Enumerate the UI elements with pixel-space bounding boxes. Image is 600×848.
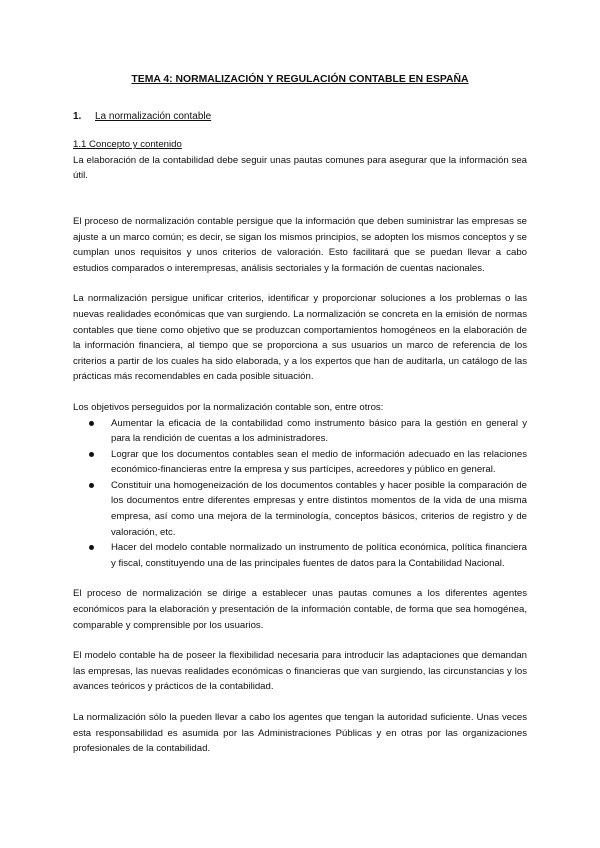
list-item-text: Aumentar la eficacia de la contabilidad como instrumento básico para la gestión en general y para la rendición de cuentas a los administradores. [111,417,527,445]
list-item [73,447,527,478]
list-item-text: Lograr que los documentos contables sean el medio de información adecuado en las relaciones económico-financieras entre la empresa y sus partícipes, acreedores y público en general. [111,448,527,476]
section-title: La normalización contable [95,110,212,122]
objectives-list [73,416,527,572]
paragraph: La normalización persigue unificar criterios, identificar y proporcionar soluciones a los problemas o las nuevas realidades económicas que van surgiendo. La normalización se concreta en la emisión de normas contables que tiene como objetivo que se produzcan comportamientos homogéneos en la elaboración de la información financiera, al tiempo que se proporciona a sus usuarios un marco de referencia de los criterios a partir de los cuales ha sido elaborada, y a los expertos que han de auditarla, un catálogo de las prácticas más recomendables en cada posible situación. [73,293,527,383]
list-item [73,478,527,540]
section-heading [73,109,527,125]
paragraph: La normalización sólo la pueden llevar a cabo los agentes que tengan la autoridad suficiente. Unas veces esta responsabilidad es asumida por las Administraciones Públicas y en otras por las organizaciones profesionales de la contabilidad. [73,712,527,755]
bullet-icon [73,447,111,478]
bullet-icon [73,540,111,571]
list-item-text: Constituir una homogeneización de los documentos contables y hacer posible la comparación de los documentos entre diferentes empresas y entre distintos momentos de la vida de una misma empresa, así como una mejora de la terminología, conceptos básicos, criterios de registro y de valoración, etc. [111,479,527,538]
bullet-icon [73,416,111,447]
list-item-text: Hacer del modelo contable normalizado un instrumento de política económica, política financiera y fiscal, constituyendo una de las principales fuentes de datos para la Contabilidad Nacional. [111,542,527,569]
paragraph: El modelo contable ha de poseer la flexibilidad necesaria para introducir las adaptaciones que demandan las empresas, las nuevas realidades económicas o financieras que van surgiendo, las circunstancias y los avances teóricos y prácticos de la contabilidad. [73,650,527,693]
paragraph: El proceso de normalización contable persigue que la información que deben suministrar las empresas se ajuste a un marco común; es decir, se sigan los mismos principios, se adopten los mismos conceptos y se cumplan unos requisitos y unos criterios de valoración. Esto facilitará que se puedan llevar a cabo estudios comparados o interempresas, análisis sectoriales y la formación de cuentas nacionales. [73,215,527,274]
subsection-heading: 1.1 Concepto y contenido [73,139,182,151]
section-number: 1. [73,110,82,122]
list-item [73,416,527,447]
bullet-icon [73,478,111,540]
paragraph: El proceso de normalización se dirige a establecer unas pautas comunes a los diferentes agentes económicos para la elaboración y presentación de la información contable, de forma que sea homogénea, comparable y comprensible por los usuarios. [73,588,527,631]
document-title: TEMA 4: NORMALIZACIÓN Y REGULACIÓN CONTABLE EN ESPAÑA [131,74,469,85]
list-item [73,540,527,571]
paragraph: La elaboración de la contabilidad debe seguir unas pautas comunes para asegurar que la información sea útil. [73,154,527,182]
paragraph: Los objetivos perseguidos por la normalización contable son, entre otros: [73,401,384,413]
